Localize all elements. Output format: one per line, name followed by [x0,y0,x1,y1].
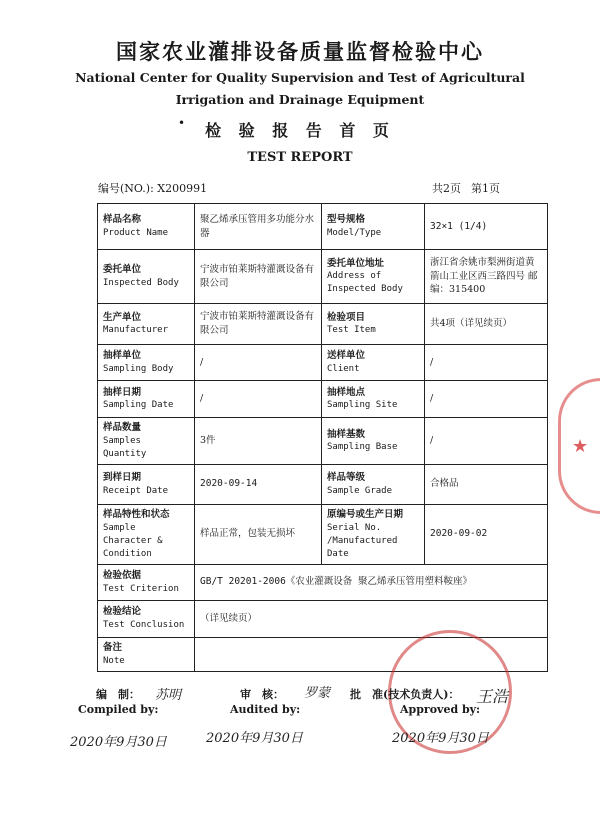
value-cell: 合格品 [425,464,548,504]
approved-signature: 王浩 [476,687,509,706]
value-cell: / [425,418,548,465]
center-title-en-line1: National Center for Quality Supervision and Test of Agricultural [75,70,525,85]
label-cell: 检验项目 Test Item [322,304,425,345]
table-row [98,418,548,465]
criterion-value: GB/T 20201-2006《农业灌溉设备 聚乙烯承压管用塑料鞍座》 [195,564,548,600]
value-cell: / [195,345,322,381]
value-cell: 样品正常，包装无损坏 [195,504,322,564]
value-cell: 2020-09-14 [195,464,322,504]
label-cell: 到样日期 Receipt Date [98,464,195,504]
value-cell: 宁波市铂莱斯特灌溉设备有限公司 [195,304,322,345]
total-pages: 共2页 [432,182,461,195]
label-cell: 检验结论 Test Conclusion [98,600,195,637]
compiled-date: 2020年9月30日 [70,735,167,750]
ink-dot: • [178,116,186,130]
label-cell: 委托单位地址 Address of Inspected Body [322,250,425,304]
conclusion-value: （详见续页） [195,600,548,637]
label-cell: 抽样地点 Sampling Site [322,381,425,418]
label-cell: 原编号或生产日期 Serial No. /Manufactured Date [322,504,425,564]
table-row [98,204,548,250]
table-row [98,504,548,564]
value-cell: 浙江省余姚市梨洲街道黄箭山工业区西三路四号 邮编：315400 [425,250,548,304]
label-cell: 样品数量 Samples Quantity [98,418,195,465]
value-cell: 3件 [195,418,322,465]
value-cell: 聚乙烯承压管用多功能分水器 [195,204,322,250]
table-row [98,381,548,418]
label-cell: 型号规格 Model/Type [322,204,425,250]
audited-signature: 罗蒙 [304,686,331,701]
value-cell: 32×1 (1/4) [425,204,548,250]
value-cell: 宁波市铂莱斯特灌溉设备有限公司 [195,250,322,304]
report-number [98,180,207,196]
table-row [98,304,548,345]
value-cell: 共4项（详见续页） [425,304,548,345]
label-cell: 抽样基数 Sampling Base [322,418,425,465]
label-cell: 样品名称 Product Name [98,204,195,250]
conclusion-row [98,600,548,637]
page-number: 第1页 [471,182,500,195]
approved-date: 2020年9月30日 [392,731,489,746]
label-cell: 样品等级 Sample Grade [322,464,425,504]
value-cell: / [425,381,548,418]
criterion-row [98,564,548,600]
audited-date: 2020年9月30日 [206,731,303,746]
label-cell: 委托单位 Inspected Body [98,250,195,304]
label-cell: 抽样日期 Sampling Date [98,381,195,418]
compiled-label-en: Compiled by: [78,703,159,716]
label-cell: 备注 Note [98,637,195,671]
label-cell: 生产单位 Manufacturer [98,304,195,345]
page-count [432,180,510,196]
report-number-label: 编号(NO.): [98,182,154,195]
label-cell: 检验依据 Test Criterion [98,564,195,600]
table-row [98,345,548,381]
label-cell: 送样单位 Client [322,345,425,381]
compiled-signature: 苏明 [155,688,182,703]
audited-label-cn: 审 核： [240,688,284,701]
table-row [98,464,548,504]
approved-label-en: Approved by: [400,703,481,716]
report-number-value: X200991 [157,182,208,195]
report-subtitle-en: TEST REPORT [247,150,353,165]
center-title-en-line2: Irrigation and Drainage Equipment [175,92,425,107]
value-cell: / [425,345,548,381]
table-row [98,250,548,304]
value-cell: 2020-09-02 [425,504,548,564]
report-subtitle-cn: 检 验 报 告 首 页 [205,121,395,140]
label-cell: 样品特性和状态 Sample Character & Condition [98,504,195,564]
report-table [97,203,548,672]
approved-label-cn: 批 准(技术负责人)： [350,688,460,701]
value-cell: / [195,381,322,418]
audited-label-en: Audited by: [230,703,301,716]
center-title-cn: 国家农业灌排设备质量监督检验中心 [116,40,484,64]
compiled-label-cn: 编 制： [96,688,140,701]
label-cell: 抽样单位 Sampling Body [98,345,195,381]
seal-star-icon: ★ [572,436,589,457]
